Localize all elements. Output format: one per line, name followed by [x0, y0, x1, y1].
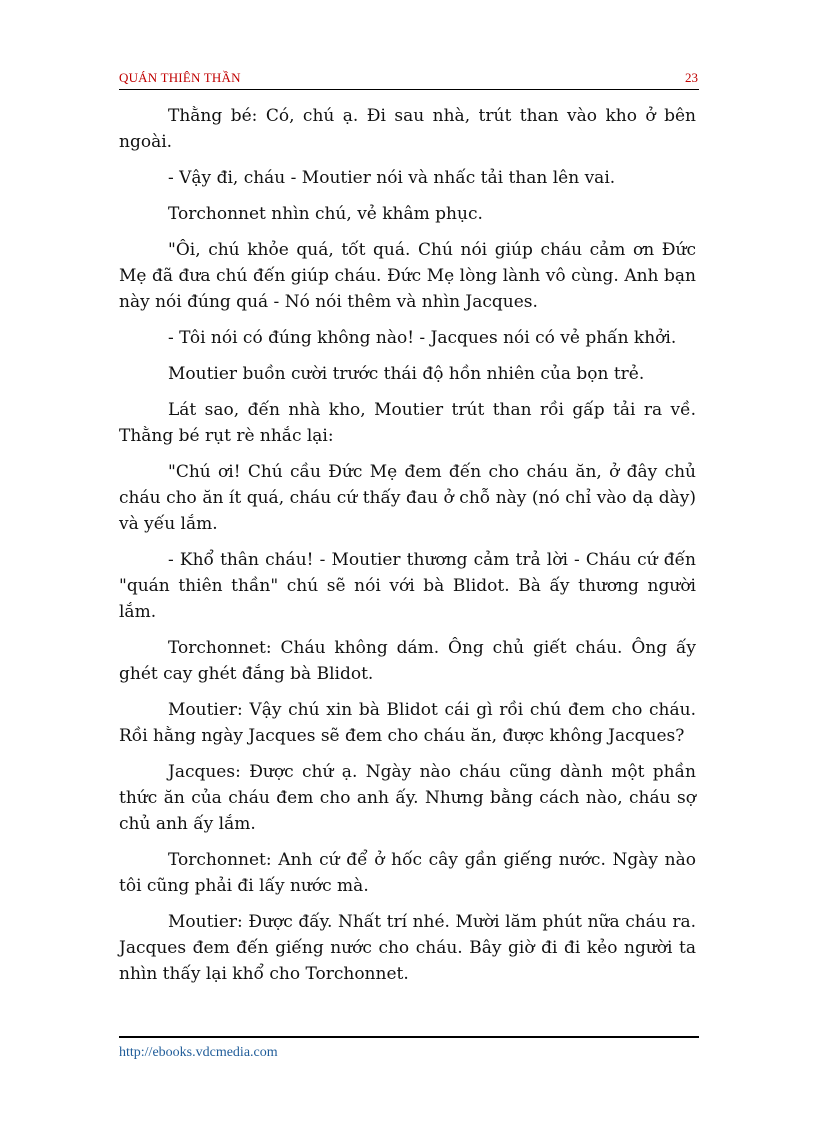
paragraph: Moutier: Được đấy. Nhất trí nhé. Mười lăm phút nữa cháu ra. Jacques đem đến giếng nước cho cháu. Bây giờ đi đi kẻo người ta nhìn thấy lại khổ cho Torchonnet. [119, 912, 696, 984]
paragraph: "Chú ơi! Chú cầu Đức Mẹ đem đến cho cháu ăn, ở đây chủ cháu cho ăn ít quá, cháu cứ thấy đau ở chỗ này (nó chỉ vào dạ dày) và yếu lắm. [119, 462, 696, 534]
running-title: QUÁN THIÊN THẦN [119, 70, 241, 85]
paragraph: "Ôi, chú khỏe quá, tốt quá. Chú nói giúp cháu cảm ơn Đức Mẹ đã đưa chú đến giúp cháu. Đức Mẹ lòng lành vô cùng. Anh bạn này nói đúng quá - Nó nói thêm và nhìn Jacques. [119, 240, 696, 312]
footer-divider [119, 1036, 699, 1038]
paragraph: Moutier: Vậy chú xin bà Blidot cái gì rồi chú đem cho cháu. Rồi hằng ngày Jacques sẽ đem cho cháu ăn, được không Jacques? [119, 700, 696, 746]
paragraph: Moutier buồn cười trước thái độ hồn nhiên của bọn trẻ. [168, 364, 645, 384]
header-divider [119, 89, 699, 90]
footer-website-link[interactable]: http://ebooks.vdcmedia.com [119, 1045, 278, 1060]
paragraph: Torchonnet: Cháu không dám. Ông chủ giết cháu. Ông ấy ghét cay ghét đắng bà Blidot. [119, 638, 696, 684]
page-number: 23 [685, 70, 698, 85]
paragraph: - Tôi nói có đúng không nào! - Jacques nói có vẻ phấn khởi. [168, 328, 677, 348]
paragraph: Torchonnet nhìn chú, vẻ khâm phục. [168, 204, 483, 224]
paragraph: Jacques: Được chứ ạ. Ngày nào cháu cũng dành một phần thức ăn của cháu đem cho anh ấy. Nhưng bằng cách nào, cháu sợ chủ anh ấy lắm. [119, 762, 696, 834]
paragraph: Lát sao, đến nhà kho, Moutier trút than rồi gấp tải ra về. Thằng bé rụt rè nhắc lại: [119, 400, 696, 446]
body-text [119, 103, 696, 997]
paragraph: - Vậy đi, cháu - Moutier nói và nhấc tải than lên vai. [168, 168, 616, 188]
paragraph: - Khổ thân cháu! - Moutier thương cảm trả lời - Cháu cứ đến "quán thiên thần" chú sẽ nói với bà Blidot. Bà ấy thương người lắm. [119, 550, 696, 622]
paragraph: Torchonnet: Anh cứ để ở hốc cây gần giếng nước. Ngày nào tôi cũng phải đi lấy nước mà. [119, 850, 696, 896]
paragraph: Thằng bé: Có, chú ạ. Đi sau nhà, trút than vào kho ở bên ngoài. [119, 106, 696, 152]
page-header [119, 70, 698, 88]
